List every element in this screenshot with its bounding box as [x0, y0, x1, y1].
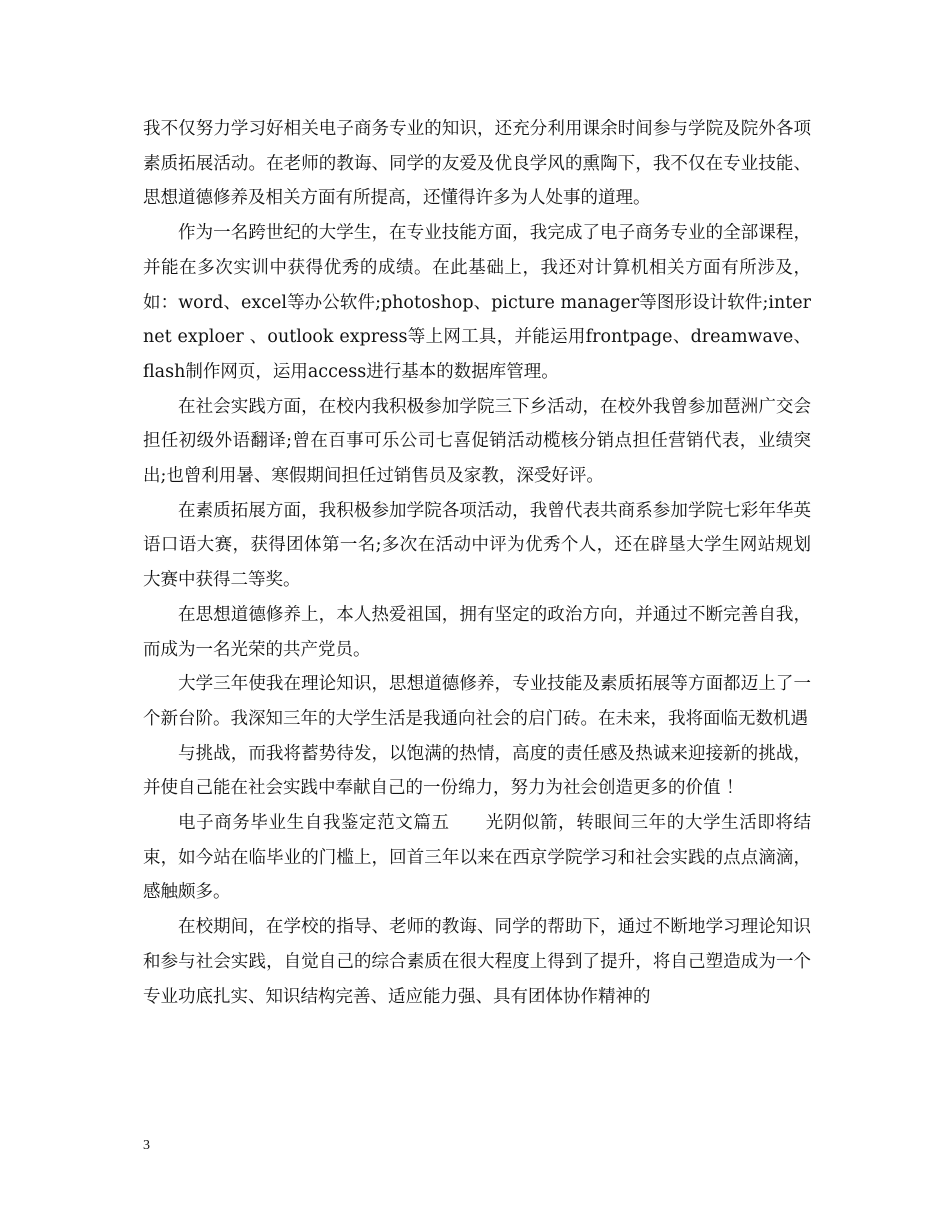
page-number: 3 — [143, 1138, 150, 1153]
paragraph-continuation: 我不仅努力学习好相关电子商务专业的知识，还充分利用课余时间参与学院及院外各项素质拓展活动。在老师的教诲、同学的友爱及优良学风的熏陶下，我不仅在专业技能、思想道德修养及相关方面有所提高，还懂得许多为人处事的道理。 — [143, 119, 811, 209]
paragraph-challenges: 与挑战，而我将蓄势待发，以饱满的热情，高度的责任感及热诚来迎接新的挑战，并使自己能在社会实践中奉献自己的一份绵力，努力为社会创造更多的价值 ！ — [143, 743, 811, 799]
paragraph-social-practice: 在社会实践方面，在校内我积极参加学院三下乡活动，在校外我曾参加琶洲广交会担任初级外语翻译;曾在百事可乐公司七喜促销活动榄核分销点担任营销代表，业绩突出;也曾利用暑、寒假期间担任过销售员及家教，深受好评。 — [143, 396, 811, 487]
document-body — [143, 112, 811, 1014]
paragraph-moral-cultivation: 在思想道德修养上，本人热爱祖国，拥有坚定的政治方向，并通过不断完善自我，而成为一名光荣的共产党员。 — [143, 604, 811, 660]
paragraph-school-period: 在校期间，在学校的指导、老师的教诲、同学的帮助下，通过不断地学习理论知识和参与社会实践，自觉自己的综合素质在很大程度上得到了提升，将自己塑造成为一个专业功底扎实、知识结构完善、适应能力强、具有团体协作精神的 — [143, 917, 811, 1007]
paragraph-three-years-summary: 大学三年使我在理论知识，思想道德修养，专业技能及素质拓展等方面都迈上了一个新台阶。我深知三年的大学生活是我通向社会的启门砖。在未来，我将面临无数机遇 — [143, 674, 811, 729]
paragraph-sample-five-intro: 电子商务毕业生自我鉴定范文篇五 光阴似箭，转眼间三年的大学生活即将结束，如今站在临毕业的门槛上，回首三年以来在西京学院学习和社会实践的点点滴滴，感触颇多。 — [143, 813, 811, 903]
paragraph-quality-development: 在素质拓展方面，我积极参加学院各项活动，我曾代表共商系参加学院七彩年华英语口语大赛，获得团体第一名;多次在活动中评为优秀个人，还在辟垦大学生网站规划大赛中获得二等奖。 — [143, 500, 811, 591]
paragraph-professional-skills: 作为一名跨世纪的大学生，在专业技能方面，我完成了电子商务专业的全部课程，并能在多次实训中获得优秀的成绩。在此基础上，我还对计算机相关方面有所涉及，如：word、excel等办公软件;photoshop、picture manager等图形设计软件;internet exploer 、outlook express等上网工具，并能运用frontpage、dreamwave、flash制作网页，运用access进行基本的数据库管理。 — [143, 223, 811, 382]
